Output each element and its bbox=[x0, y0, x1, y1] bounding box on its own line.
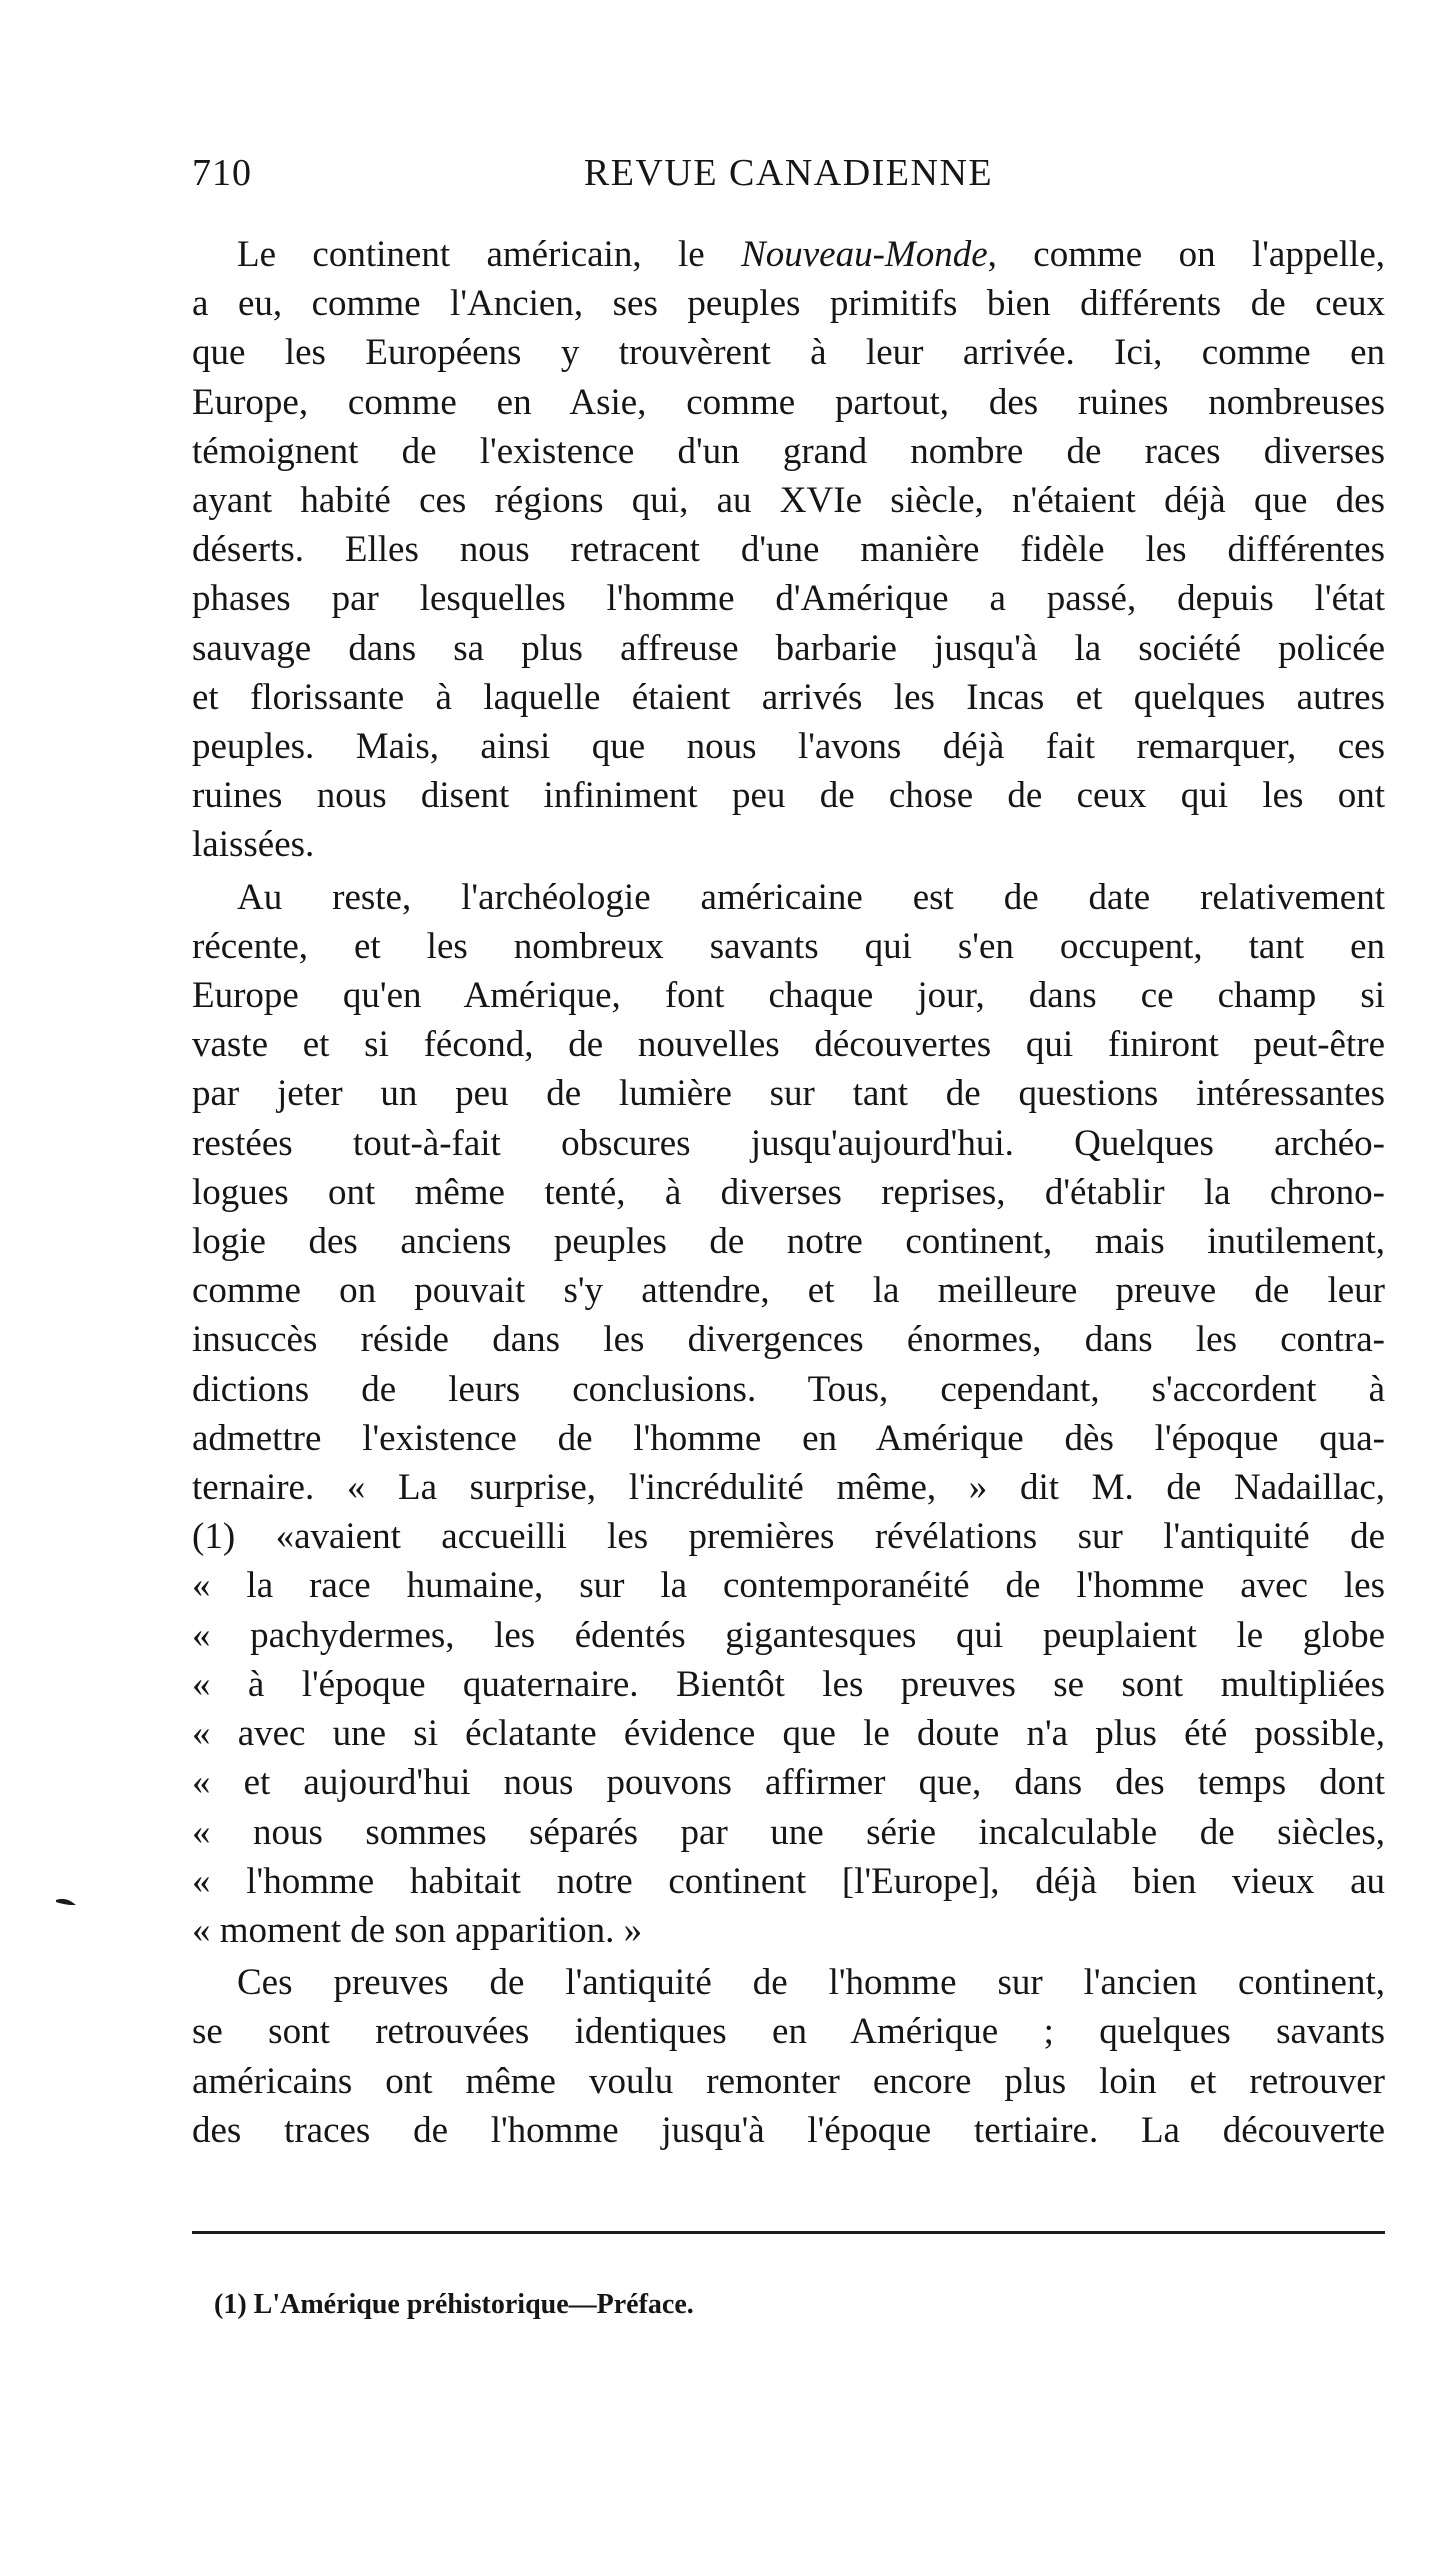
text-line: américains ont même voulu remonter encore plus loin et retrouver bbox=[192, 2060, 1385, 2102]
text-line: Le continent américain, le Nouveau-Monde, comme on l'appelle, bbox=[237, 234, 1385, 275]
text-line: (1) «avaient accueilli les premières révélations sur l'antiquité de bbox=[192, 1516, 1385, 1558]
page-number: 710 bbox=[192, 152, 252, 194]
text-line: Europe, comme en Asie, comme partout, des ruines nombreuses bbox=[192, 381, 1385, 423]
text-line: phases par lesquelles l'homme d'Amérique a passé, depuis l'état bbox=[192, 578, 1385, 620]
body-text bbox=[192, 230, 1385, 2155]
text-line: ruines nous disent infiniment peu de chose de ceux qui les ont bbox=[192, 775, 1385, 817]
quoted-line: « nous sommes séparés par une série incalculable de siècles, bbox=[192, 1811, 1385, 1853]
running-head bbox=[192, 148, 1385, 198]
text-line: Ces preuves de l'antiquité de l'homme sur l'ancien continent, bbox=[237, 1962, 1385, 2004]
quoted-line: « pachydermes, les édentés gigantesques qui peuplaient le globe bbox=[192, 1614, 1385, 1656]
text-line: Au reste, l'archéologie américaine est de date relativement bbox=[237, 876, 1385, 918]
text-line: déserts. Elles nous retracent d'une manière fidèle les différentes bbox=[192, 529, 1385, 571]
text-line: insuccès réside dans les divergences énormes, dans les contra- bbox=[192, 1319, 1385, 1361]
text-line: logues ont même tenté, à diverses reprises, d'établir la chrono- bbox=[192, 1171, 1385, 1213]
text-line: par jeter un peu de lumière sur tant de questions intéressantes bbox=[192, 1073, 1385, 1115]
quoted-line: « moment de son apparition. » bbox=[192, 1909, 643, 1951]
text-line: peuples. Mais, ainsi que nous l'avons déjà fait remarquer, ces bbox=[192, 726, 1385, 768]
footnote: (1) L'Amérique préhistorique—Préface. bbox=[214, 2289, 694, 2320]
quoted-line: « et aujourd'hui nous pouvons affirmer que, dans des temps dont bbox=[192, 1762, 1385, 1804]
text-line: logie des anciens peuples de notre continent, mais inutilement, bbox=[192, 1221, 1385, 1263]
text-line: a eu, comme l'Ancien, ses peuples primitifs bien différents de ceux bbox=[192, 283, 1385, 325]
text-line: récente, et les nombreux savants qui s'en occupent, tant en bbox=[192, 925, 1385, 967]
text-line: que les Européens y trouvèrent à leur arrivée. Ici, comme en bbox=[192, 332, 1385, 374]
text-line: admettre l'existence de l'homme en Amérique dès l'époque qua- bbox=[192, 1417, 1385, 1459]
quoted-line: « avec une si éclatante évidence que le doute n'a plus été possible, bbox=[192, 1713, 1385, 1755]
text-line: témoignent de l'existence d'un grand nombre de races diverses bbox=[192, 430, 1385, 472]
quoted-line: « à l'époque quaternaire. Bientôt les preuves se sont multipliées bbox=[192, 1663, 1385, 1705]
text-line: vaste et si fécond, de nouvelles découvertes qui finiront peut-être bbox=[192, 1024, 1385, 1066]
quoted-line: « la race humaine, sur la contemporanéité de l'homme avec les bbox=[192, 1565, 1385, 1607]
text-line: se sont retrouvées identiques en Amérique ; quelques savants bbox=[192, 2011, 1385, 2053]
text-line: ternaire. « La surprise, l'incrédulité même, » dit M. de Nadaillac, bbox=[192, 1467, 1385, 1509]
quoted-line: « l'homme habitait notre continent [l'Europe], déjà bien vieux au bbox=[192, 1860, 1385, 1902]
paragraph-2 bbox=[192, 873, 1385, 1955]
text-line: Europe qu'en Amérique, font chaque jour, dans ce champ si bbox=[192, 975, 1385, 1017]
italic-term: Nouveau-Monde bbox=[741, 234, 988, 275]
text-line: comme on pouvait s'y attendre, et la meilleure preuve de leur bbox=[192, 1270, 1385, 1312]
text-line: restées tout-à-fait obscures jusqu'aujourd'hui. Quelques archéo- bbox=[192, 1122, 1385, 1164]
text-line: sauvage dans sa plus affreuse barbarie jusqu'à la société policée bbox=[192, 627, 1385, 669]
text-line: et florissante à laquelle étaient arrivés les Incas et quelques autres bbox=[192, 676, 1385, 718]
ink-speck bbox=[54, 1896, 78, 1908]
paragraph-3 bbox=[192, 1958, 1385, 2155]
text-line: laissées. bbox=[192, 824, 315, 866]
text-line: ayant habité ces régions qui, au XVIe siècle, n'étaient déjà que des bbox=[192, 480, 1385, 522]
journal-title: REVUE CANADIENNE bbox=[583, 152, 994, 194]
text-line: des traces de l'homme jusqu'à l'époque tertiaire. La découverte bbox=[192, 2109, 1385, 2151]
footnote-rule bbox=[192, 2231, 1385, 2234]
text-line: dictions de leurs conclusions. Tous, cependant, s'accordent à bbox=[192, 1368, 1385, 1410]
paragraph-1 bbox=[192, 230, 1385, 870]
